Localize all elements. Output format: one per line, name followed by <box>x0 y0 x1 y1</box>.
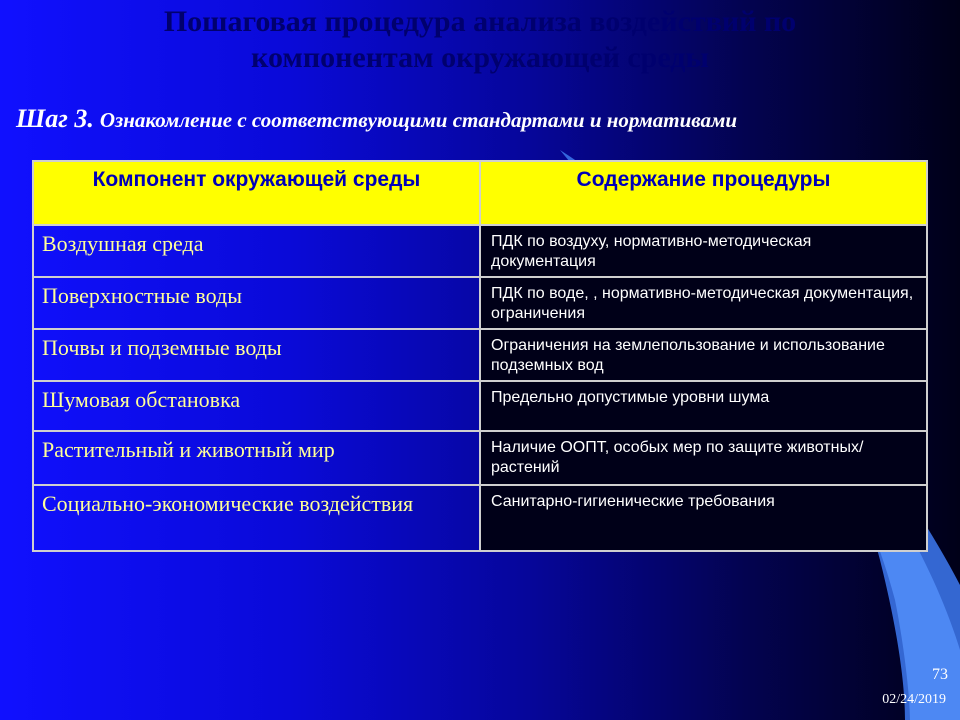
slide-date: 02/24/2019 <box>882 692 946 707</box>
component-cell: Почвы и подземные воды <box>33 329 480 381</box>
table-row <box>33 277 927 329</box>
content-cell: Предельно допустимые уровни шума <box>480 381 927 431</box>
table-row <box>33 431 927 485</box>
component-cell: Воздушная среда <box>33 225 480 277</box>
header-content: Содержание процедуры <box>480 161 927 225</box>
standards-table <box>32 160 928 552</box>
content-cell: ПДК по воде, , нормативно-методическая документация, ограничения <box>480 277 927 329</box>
header-component: Компонент окружающей среды <box>33 161 480 225</box>
table-row <box>33 225 927 277</box>
page-number: 73 <box>932 666 948 683</box>
table-row <box>33 485 927 551</box>
step-text: Ознакомление с соответствующими стандартами и нормативами <box>99 108 738 132</box>
step-heading <box>16 104 956 134</box>
content-cell: Санитарно-гигиенические требования <box>480 485 927 551</box>
table-header-row <box>33 161 927 225</box>
component-cell: Растительный и животный мир <box>33 431 480 485</box>
component-cell: Социально-экономические воздействия <box>33 485 480 551</box>
slide-title: Пошаговая процедура анализа воздействий по компонентам окружающей среды <box>163 5 797 74</box>
step-label: Шаг 3. <box>16 104 94 133</box>
table-row <box>33 381 927 431</box>
component-cell: Поверхностные воды <box>33 277 480 329</box>
content-cell: Наличие ООПТ, особых мер по защите животных/растений <box>480 431 927 485</box>
component-cell: Шумовая обстановка <box>33 381 480 431</box>
table-row <box>33 329 927 381</box>
content-cell: ПДК по воздуху, нормативно-методическая документация <box>480 225 927 277</box>
content-cell: Ограничения на землепользование и использование подземных вод <box>480 329 927 381</box>
